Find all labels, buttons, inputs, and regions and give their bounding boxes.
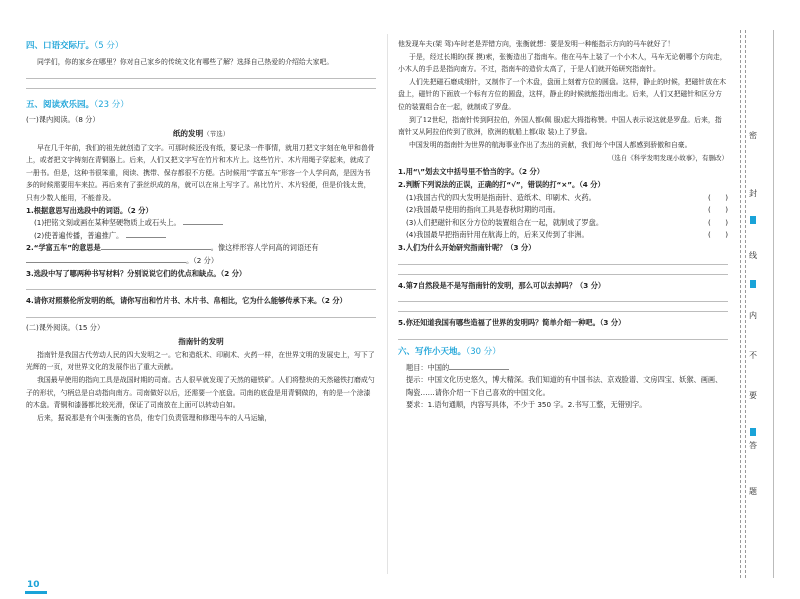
answer-line[interactable] xyxy=(398,264,728,265)
extra-reading-label: (二)课外阅读。（15 分） xyxy=(26,322,105,332)
blank-field[interactable] xyxy=(26,262,186,263)
answer-line[interactable] xyxy=(26,289,376,290)
answer-line[interactable] xyxy=(26,88,376,89)
binding-char: 密 xyxy=(749,131,757,140)
answer-paren[interactable]: ( ) xyxy=(708,205,728,215)
answer-paren[interactable]: ( ) xyxy=(708,230,728,240)
question-1-text: 1.根据意思写出选段中的词语。（2 分） xyxy=(26,205,153,215)
answer-paren[interactable]: ( ) xyxy=(708,192,728,202)
binding-marker xyxy=(750,280,756,288)
blank-field[interactable] xyxy=(449,369,509,370)
section-four-title: 四、口语交际厅。 xyxy=(26,41,95,51)
binding-char: 要 xyxy=(749,391,757,400)
question-1 xyxy=(26,205,376,218)
r-question-4 xyxy=(398,280,728,293)
binding-char: 封 xyxy=(749,189,757,198)
passage-paragraph: 早在几千年前，我们的祖先就创造了文字。可那时候还没有纸，要记录一件事情，就用刀把文字刻在龟甲和兽骨上，或者把文字铸刻在青铜器上。后来，人们又把文字写在竹片和木片上。这些竹片、木片用绳子穿起来，就成了一册书。但是，这种书很笨重，阅读、携带、保存都很不方便。古时候用“学富五车”形容一个人学问高，是因为书多的时候需要用车来拉。再后来有了蚕丝织成的帛，就可以在帛上写字了。帛比竹片、木片轻便，但是价钱太贵，只有少数人能用，不能普及。 xyxy=(26,143,375,202)
r-question-3 xyxy=(398,242,728,255)
passage-title xyxy=(26,127,376,141)
extra-paragraph-2: 我国最早使用的指向工具是战国时期的司南。古人很早就发现了天然的磁铁矿。人们将整块的天然磁铁打磨成勺子的形状，勺柄总是自动指向南方。司南做好以后，还需要一个底盘。司南的底盘是用青铜做的，有的是一个涂漆的木盘。青铜和漆器都比较光滑，保证了司南放在上面可以转动自如。 xyxy=(26,375,375,410)
answer-line[interactable] xyxy=(398,301,728,302)
r-question-2 xyxy=(398,179,728,192)
judge-item-1-text: (1)我国古代的四大发明是指南针、造纸术、印刷术、火药。 xyxy=(406,192,596,202)
question-2-text-c: 。（2 分） xyxy=(186,255,219,265)
question-4-text: 4.请你对照蔡伦所发明的纸，请你写出和竹片书、木片书、帛相比，它为什么能够传承下来。（2 分） xyxy=(26,296,347,306)
judge-item-4 xyxy=(398,229,728,242)
binding-dash-line xyxy=(740,30,741,578)
r-question-1-text: 1.用“\”划去文中括号里不恰当的字。（2 分） xyxy=(398,167,544,177)
r-question-2-text: 2.判断下列说法的正误，正确的打“√”，错误的打“×”。（4 分） xyxy=(398,179,605,189)
question-2-cont xyxy=(26,255,376,268)
question-2-text: 2.“学富五车”的意思是 xyxy=(26,243,101,253)
extra-paragraph-6: 到了12世纪，指南针传到阿拉伯，外国人都(佩 服)起大拇指称赞。中国人表示说这就是罗盘。后来，指南针又从阿拉伯传到了欧洲，欧洲的航船上都(取 装)上了罗盘。 xyxy=(398,115,722,137)
extra-paragraph-1: 指南针是我国古代劳动人民的四大发明之一。它和造纸术、印刷术、火药一样，在世界文明的发展史上，写下了光辉的一页，对世界文化的发展作出了重大贡献。 xyxy=(26,350,375,372)
inclass-reading-label: (一)课内阅读。（8 分） xyxy=(26,114,100,124)
extra-paragraph-5: 人们先把磁石磨成细针，又制作了一个木盘，盘面上刻着方位的圆盘。这样，静止的时候，把磁针放在木盘上，磁针的下面放一个标有方位的圆盘，这样，静止的时候就能指出南北。后来，人们又把磁针和区分方位的装置组合在一起，就制成了罗盘。 xyxy=(398,77,726,111)
writing-hint: 提示：中国文化历史悠久，博大精深。我们知道的有中国书法、京戏脸谱、文房四宝、妖猴、画画、陶瓷……请你介绍一下自己喜欢的中国文化。 xyxy=(406,375,723,397)
blank-field[interactable] xyxy=(126,237,166,238)
answer-line[interactable] xyxy=(398,339,728,340)
answer-line[interactable] xyxy=(398,311,728,312)
writing-requirements: 要求：1.语句通顺，内容写具体，不少于 350 字。2.书写工整，无错别字。 xyxy=(406,400,647,410)
extra-paragraph-4: 于是，经过长期的(探 摸)索，张衡造出了指南车。他在马车上装了一个小木人，马车无论朝哪个方向走，小木人的手总是指向南方。不过，指南车的造价太高了，于是人们就开始研究指南针。 xyxy=(398,52,727,74)
section-five-title: 五、阅读欢乐园。 xyxy=(26,99,95,110)
question-1a-text: (1)把铭文刻或画在某种坚硬物质上或石头上。 xyxy=(34,218,181,228)
answer-line[interactable] xyxy=(26,78,376,79)
judge-item-1 xyxy=(398,192,728,205)
binding-dash-line xyxy=(745,30,746,578)
passage-title-note: （节选） xyxy=(203,129,230,138)
binding-marker xyxy=(750,216,756,224)
left-column xyxy=(26,40,376,424)
binding-solid-line xyxy=(773,30,774,578)
r-question-3-text: 3.人们为什么开始研究指南针呢？（3 分） xyxy=(398,242,536,252)
section-six-heading xyxy=(398,346,728,358)
question-1a xyxy=(26,217,376,230)
r-question-5-text: 5.你还知道我国有哪些造福了世界的发明吗？简单介绍一种吧。（3 分） xyxy=(398,318,626,328)
extra-paragraph-3: 后来，据说那是有个叫张衡的官员，他专门负责管理和修理马车的人马运输， xyxy=(37,413,272,422)
judge-item-3-text: (3)人们把磁针和区分方位的装置组合在一起，就制成了罗盘。 xyxy=(406,217,604,227)
judge-item-3 xyxy=(398,217,728,230)
r-question-4-text: 4.第7自然段是不是写指南针的发明，那么可以去掉吗？（3 分） xyxy=(398,280,606,290)
judge-item-4-text: (4)我国最早把指南针用在航海上的，后来又传到了非洲。 xyxy=(406,230,589,240)
page-number: 10 xyxy=(27,580,40,590)
binding-char: 线 xyxy=(749,251,757,260)
binding-char: 不 xyxy=(749,351,757,360)
question-2-text-b: 。像这样形容人学问高的词语还有 xyxy=(210,243,319,253)
right-column xyxy=(398,38,728,412)
r-question-5 xyxy=(398,317,728,330)
question-3-text: 3.选段中写了哪两种书写材料？分别说说它们的优点和缺点。（2 分） xyxy=(26,268,247,278)
source-citation: （选自《科学发明发现小故事》，有删改） xyxy=(607,154,728,163)
binding-marker xyxy=(750,428,756,436)
binding-char: 内 xyxy=(749,311,757,320)
oral-prompt: 同学们，你的家乡在哪里？你对自己家乡的传统文化有哪些了解？选择自己热爱的介绍给大家吧。 xyxy=(37,58,334,66)
question-2 xyxy=(26,242,376,255)
binding-margin xyxy=(734,30,778,578)
answer-line[interactable] xyxy=(26,317,376,318)
question-4 xyxy=(26,295,376,308)
writing-title-text: 题目：中国的 xyxy=(406,362,450,372)
question-1b-text: (2)使普遍传播，普遍推广。 xyxy=(34,230,124,240)
writing-title xyxy=(398,362,728,375)
section-four-heading xyxy=(26,40,376,52)
extra-paragraph-7: 中国发明的指南针为世界的航海事业作出了杰出的贡献，我们每个中国人都感到骄傲和自豪。 xyxy=(409,140,692,149)
passage-title-text: 纸的发明 xyxy=(172,128,204,138)
r-question-1 xyxy=(398,166,728,179)
center-divider xyxy=(387,34,388,574)
judge-item-2-text: (2)我国最早使用的指向工具是春秋时期的司南。 xyxy=(406,205,560,215)
question-1b xyxy=(26,230,376,243)
section-four-points: （5 分） xyxy=(94,41,124,51)
section-six-points: （30 分） xyxy=(466,346,501,357)
judge-item-2 xyxy=(398,204,728,217)
blank-field[interactable] xyxy=(183,224,223,225)
extra-passage-title: 指南针的发明 xyxy=(178,336,224,346)
answer-paren[interactable]: ( ) xyxy=(708,217,728,227)
section-five-heading xyxy=(26,99,376,111)
blank-field[interactable] xyxy=(101,249,211,250)
binding-char: 题 xyxy=(749,487,757,496)
section-five-points: （23 分） xyxy=(94,99,129,110)
answer-line[interactable] xyxy=(398,274,728,275)
binding-char: 答 xyxy=(749,441,757,450)
extra-paragraph-cont: 他发现车夫(架 驾)车时老是弄错方向，张衡就想：要是发明一种能指示方向的马车就好了！ xyxy=(398,40,675,48)
question-3 xyxy=(26,268,376,281)
page-number-bar xyxy=(25,591,47,594)
section-six-title: 六、写作小天地。 xyxy=(398,346,467,357)
